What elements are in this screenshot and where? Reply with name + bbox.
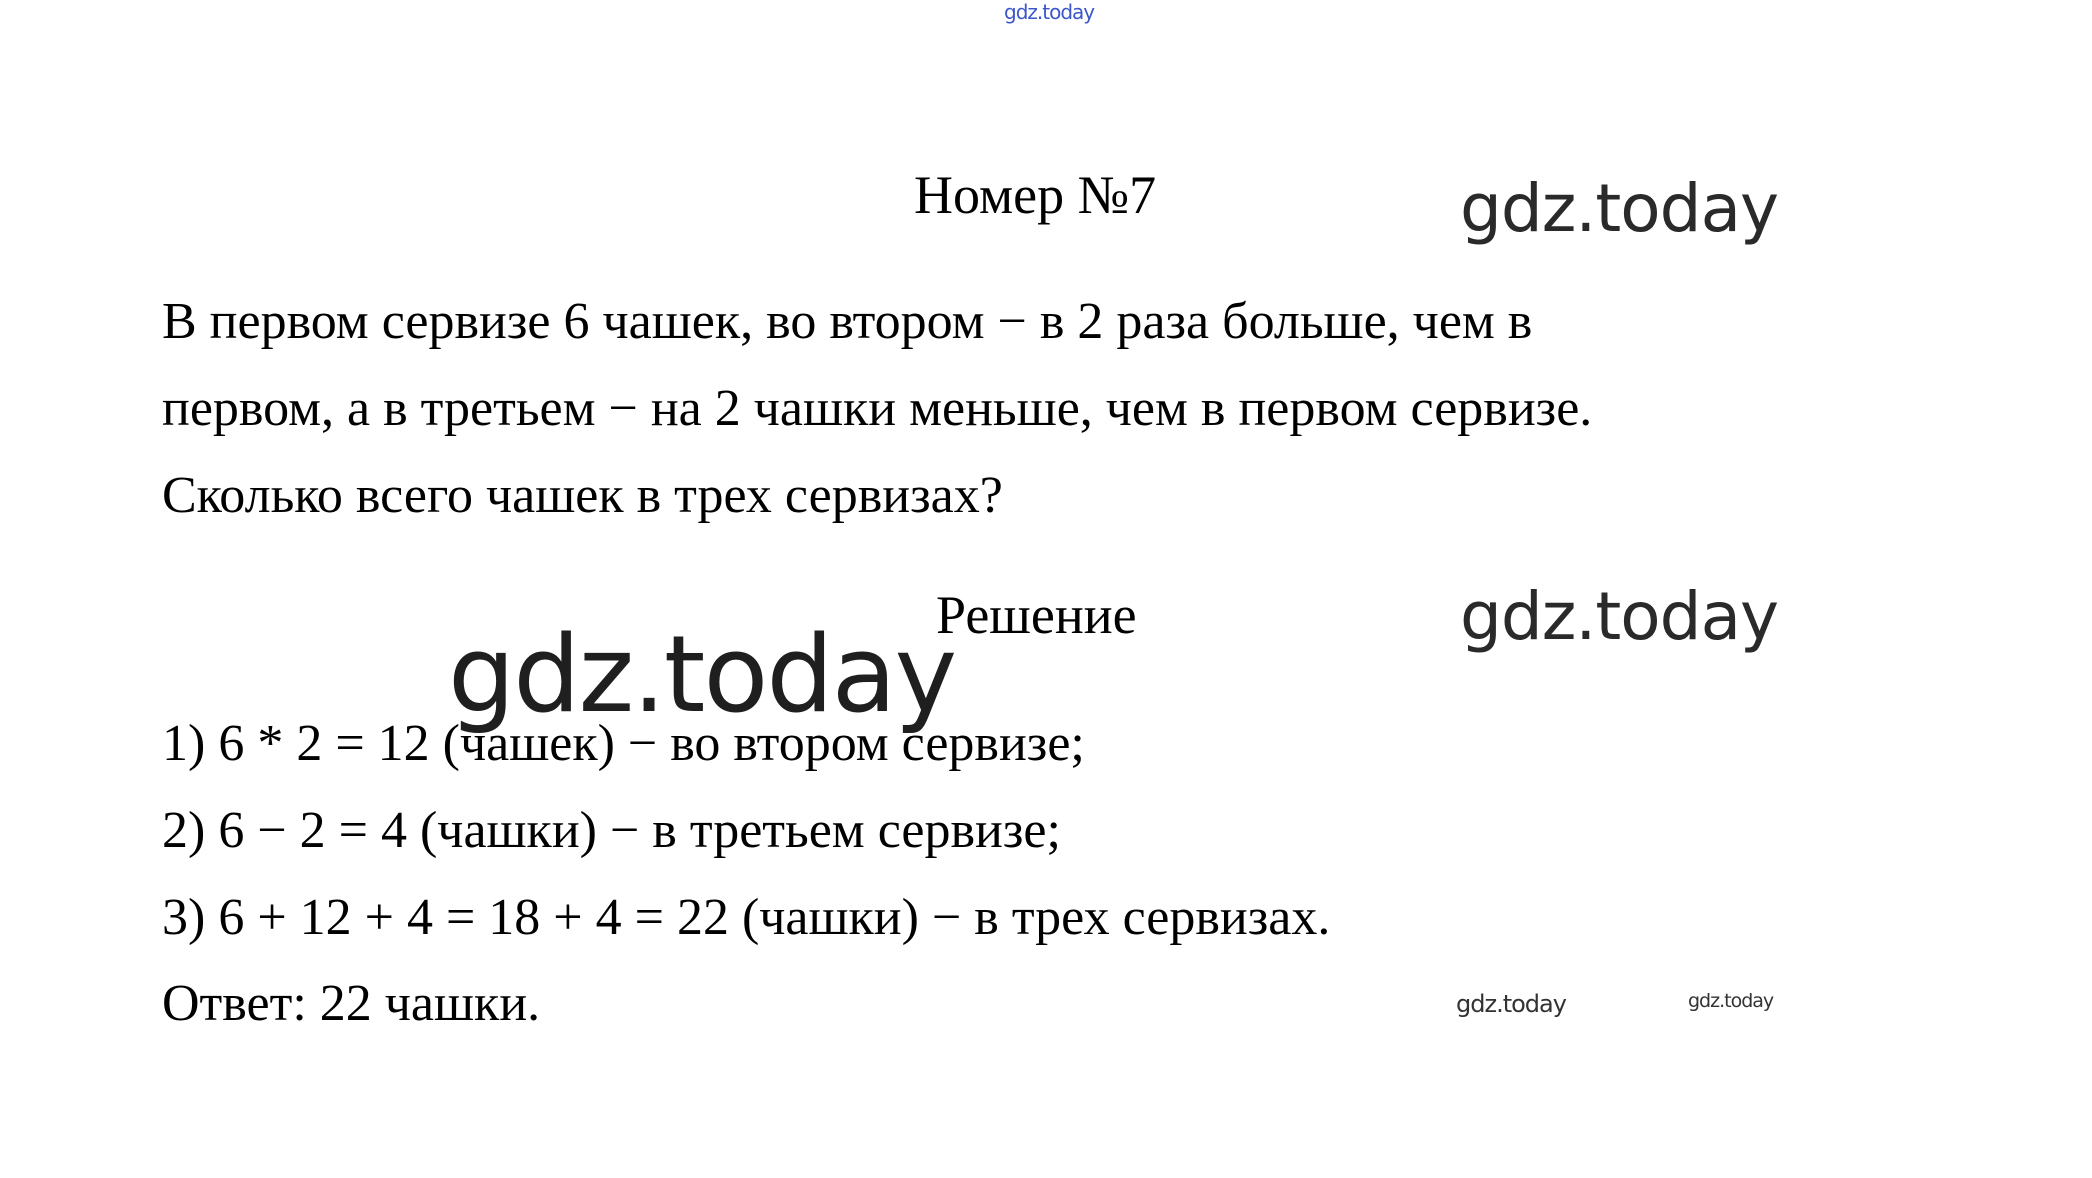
solution-heading: Решение	[936, 585, 1137, 645]
solution-step: 1) 6 * 2 = 12 (чашек) − во втором сервизе;	[162, 715, 1085, 772]
watermark-right-top: gdz.today	[1460, 170, 1779, 247]
watermark-center: gdz.today	[448, 613, 956, 736]
problem-line: первом, а в третьем − на 2 чашки меньше, чем в первом сервизе.	[162, 380, 1593, 437]
watermark-right-middle: gdz.today	[1460, 578, 1779, 655]
problem-line: Сколько всего чашек в трех сервизах?	[162, 467, 1003, 524]
watermark-top: gdz.today	[1004, 0, 1095, 24]
answer-line: Ответ: 22 чашки.	[162, 975, 541, 1032]
watermark-bottom-right: gdz.today	[1688, 990, 1774, 1012]
solution-step: 2) 6 − 2 = 4 (чашки) − в третьем сервизе;	[162, 802, 1061, 859]
problem-line: В первом сервизе 6 чашек, во втором − в 2 раза больше, чем в	[162, 293, 1533, 350]
page-title: Номер №7	[914, 165, 1157, 225]
solution-step: 3) 6 + 12 + 4 = 18 + 4 = 22 (чашки) − в трех сервизах.	[162, 889, 1331, 946]
watermark-bottom-left: gdz.today	[1456, 990, 1566, 1018]
